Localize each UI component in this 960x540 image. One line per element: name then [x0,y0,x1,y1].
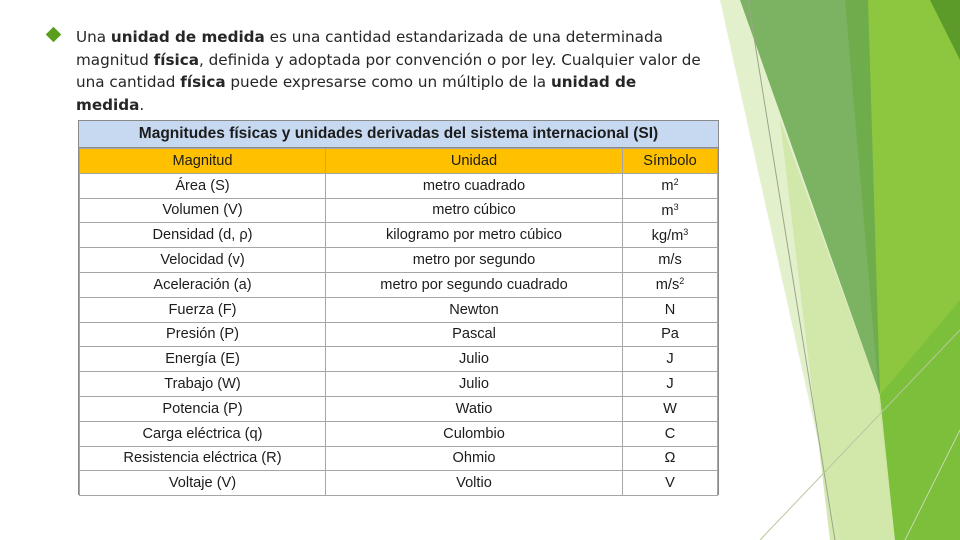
cell-magnitud [80,471,326,496]
table-body [80,173,718,495]
cell-magnitud [80,297,326,322]
intro-bold: unidad de medida [110,28,265,46]
table-row [80,223,718,248]
cell-unidad-text: metro por segundo cuadrado [380,276,568,293]
cell-simbolo-exponent: 2 [673,177,679,188]
intro-text: es una cantidad estandarizada de una determinada magnitud [76,28,663,69]
intro-text: Una [76,28,111,46]
table-row [80,446,718,471]
intro-bold: física [180,73,226,91]
cell-simbolo [623,396,718,421]
units-table [79,148,718,496]
cell-magnitud [80,272,326,297]
cell-simbolo [623,421,718,446]
cell-simbolo [623,347,718,372]
cell-unidad [326,372,623,397]
cell-magnitud [80,173,326,198]
cell-simbolo-text: J [666,351,674,368]
cell-magnitud [80,372,326,397]
cell-magnitud-text: Trabajo (W) [164,376,241,393]
cell-simbolo [623,372,718,397]
cell-unidad [326,322,623,347]
cell-simbolo [623,173,718,198]
cell-magnitud-text: Carga eléctrica (q) [142,425,263,442]
cell-unidad-text: Julio [458,351,489,368]
cell-simbolo-text: m [661,202,674,219]
cell-magnitud-text: Energía (E) [165,351,240,368]
cell-simbolo [623,248,718,273]
cell-simbolo-text: N [664,301,676,318]
cell-simbolo [623,272,718,297]
si-units-table [78,120,719,495]
cell-magnitud-text: Potencia (P) [162,400,243,417]
cell-magnitud [80,248,326,273]
cell-magnitud-text: Voltaje (V) [168,475,237,492]
cell-unidad-text: kilogramo por metro cúbico [385,227,562,244]
table-row [80,198,718,223]
cell-simbolo [623,223,718,248]
cell-simbolo-text: kg/m [651,227,684,244]
cell-magnitud-text: Fuerza (F) [168,301,237,318]
intro-text: , definida y adoptada por convención o por ley. Cualquier valor de una cantidad [76,50,701,91]
cell-simbolo [623,322,718,347]
table-row [80,322,718,347]
cell-magnitud [80,322,326,347]
cell-simbolo-exponent: 3 [673,201,679,212]
cell-unidad [326,248,623,273]
table-row [80,248,718,273]
cell-simbolo-text: C [664,425,676,442]
cell-unidad-text: Julio [458,376,489,393]
cell-unidad-text: Voltio [456,475,492,492]
cell-unidad [326,347,623,372]
table-row [80,372,718,397]
cell-simbolo-text: m [661,178,674,195]
cell-simbolo-exponent: 3 [683,226,689,237]
table-row [80,173,718,198]
cell-simbolo [623,297,718,322]
intro-bold: unidad de medida [76,73,637,114]
cell-unidad-text: Watio [455,400,493,417]
cell-unidad-text: Culombio [443,425,505,442]
cell-unidad [326,272,623,297]
cell-unidad [326,198,623,223]
cell-simbolo-text: Ω [664,450,676,467]
cell-unidad [326,223,623,248]
cell-unidad-text: Ohmio [452,450,496,467]
table-title: Magnitudes físicas y unidades derivadas del sistema internacional (SI) [79,121,718,148]
cell-magnitud [80,396,326,421]
cell-magnitud [80,347,326,372]
cell-magnitud [80,421,326,446]
table-row [80,396,718,421]
cell-magnitud-text: Presión (P) [166,326,239,343]
cell-magnitud [80,223,326,248]
cell-unidad [326,421,623,446]
cell-simbolo-text: W [663,400,677,417]
table-row [80,272,718,297]
cell-simbolo-text: V [665,475,675,492]
header-simbolo: Símbolo [623,149,718,174]
table-row [80,471,718,496]
cell-simbolo-text: Pa [661,326,679,343]
cell-magnitud-text: Velocidad (v) [160,252,245,269]
cell-magnitud-text: Aceleración (a) [153,276,252,293]
cell-simbolo-text: m/s [655,277,680,294]
cell-unidad-text: metro cúbico [432,202,516,219]
intro-text: puede expresarse como un múltiplo de la [225,73,551,91]
cell-unidad [326,446,623,471]
table-row [80,297,718,322]
cell-unidad-text: Pascal [452,326,496,343]
intro-bullet [46,26,706,116]
cell-simbolo [623,198,718,223]
cell-magnitud-text: Área (S) [175,177,230,194]
cell-simbolo [623,446,718,471]
cell-magnitud [80,198,326,223]
cell-unidad [326,396,623,421]
intro-text: . [139,95,145,114]
cell-simbolo-exponent: 2 [679,276,685,287]
intro-paragraph [76,26,706,116]
cell-unidad [326,297,623,322]
cell-magnitud-text: Volumen (V) [162,202,243,219]
cell-unidad [326,173,623,198]
cell-unidad-text: metro cuadrado [422,177,526,194]
cell-magnitud-text: Densidad (d, ρ) [152,227,253,244]
cell-unidad [326,471,623,496]
table-header-row [80,149,718,174]
cell-unidad-text: metro por segundo [412,252,536,269]
table-row [80,421,718,446]
cell-magnitud [80,446,326,471]
diamond-bullet-icon [46,27,62,43]
cell-magnitud-text: Resistencia eléctrica (R) [123,450,282,467]
header-magnitud: Magnitud [80,149,326,174]
table-row [80,347,718,372]
cell-simbolo-text: m/s [658,252,682,269]
header-unidad: Unidad [326,149,623,174]
intro-bold: física [153,50,199,69]
cell-simbolo [623,471,718,496]
cell-unidad-text: Newton [449,301,499,318]
cell-simbolo-text: J [666,376,674,393]
